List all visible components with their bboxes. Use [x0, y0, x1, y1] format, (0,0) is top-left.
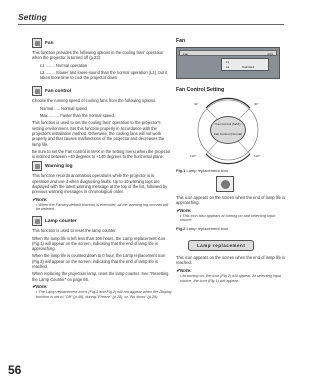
fan-control-option-max: Max ......... Faster than the normal speed. — [40, 113, 115, 119]
angle-label-top-left: 40° — [194, 102, 199, 106]
fig1-caption-text: Lamp replacement icon — [186, 168, 229, 173]
fig2-description: This icon appears on the screen when the end of lamp life is reached. — [176, 255, 286, 266]
section-fan-heading — [32, 38, 172, 48]
angle-label-bottom-left: 140° — [190, 154, 197, 158]
fan-menu-option-l1: L1 — [226, 60, 230, 64]
fig1-description: This icon appears on the screen when the end of lamp life is approaching. — [176, 195, 286, 206]
fan-menu-bar-right-label: 4/16 — [267, 52, 273, 56]
section-lamp-counter-heading — [32, 216, 172, 226]
fan-menu-heading: Fan — [176, 38, 186, 44]
fan-control-setting-heading: Fan Control Setting — [176, 87, 225, 93]
lamp-replacement-pill: Lamp replacement — [188, 240, 254, 251]
fan-control-p2: This function is used to set the cooling fans' operation to the projector's setting environment. Set this function properly in accordance with the projector's installation method. Otherwise, the cooling fans will not work properly and that causes malfunctions of the projector and decreases the lamp life. — [32, 120, 165, 147]
fan-option-l2: L2 ........ Slower and lower-sound than the normal operation (L1), but it takes more time to cool the projector down. — [40, 69, 168, 81]
fan-icon — [32, 38, 42, 48]
warning-log-note-head: ✔Note: — [32, 196, 48, 202]
lamp-counter-p2: When the lamp life is left less than 100 hours, the Lamp replacement icon (Fig.1) will appear on the screen, indicating that the end of lamp life is approaching. — [32, 235, 166, 252]
lamp-replacement-icon — [216, 176, 234, 192]
fan-menu-options-box — [221, 58, 269, 71]
fig2-caption-text: Lamp replacement icon — [186, 226, 229, 232]
fig1-note: • This icon also appears at turning on and selecting input source. — [180, 213, 276, 223]
angle-label-top-right: 40° — [254, 102, 259, 106]
fig2-note: • At turning on, the icon (Fig.2) will appear. At selecting input source, the icon (Fig.1) will appear. — [180, 273, 282, 283]
fig2-caption — [176, 226, 286, 231]
label-fan-control-normal: Fan Control (Normal) — [213, 132, 243, 136]
warning-log-p1: This function records anomalous operations while the projector is in operation and use it when diagnosing faults. Up to 10 warning logs are displayed with the latest warning message at the top of the list, followed by previous warning messages in chronological order. — [32, 173, 168, 195]
section-warning-log-title: Warning log — [45, 163, 73, 169]
fig1-caption — [176, 168, 286, 173]
header-rule — [18, 24, 284, 25]
angle-label-bottom-right: 140° — [254, 154, 261, 158]
label-fan-control-max: Fan Control (MAX) — [215, 122, 241, 126]
lamp-counter-p3: When the lamp life is counted down to 0 hour, the Lamp replacement icon (Fig.2) will appear on the screen, indicating that the end of lamp life is reached. — [32, 253, 166, 270]
fig1-note-head: ✔Note: — [176, 207, 192, 213]
fan-control-p1: Choose the running speed of cooling fans from the following options. — [32, 98, 157, 104]
fan-control-p3: Be sure to set the Fan control in MAX in the setting menu when the projector is inclined between +40 degrees to +140 degrees to the horizontal plane. — [32, 148, 171, 160]
fig2-caption-label: Fig.2 — [176, 226, 186, 232]
section-fan-control-title: Fan control — [45, 88, 72, 94]
fan-intro: This function provides the following options in the cooling fans' operation when the projector is turned off (p.23): — [32, 50, 164, 61]
left-column — [32, 38, 172, 300]
lamp-counter-p1: This function is used to reset the lamp counter. — [32, 228, 117, 234]
fan-menu-bar — [179, 50, 277, 56]
fan-control-icon — [32, 86, 42, 96]
lamp-counter-icon — [32, 216, 42, 226]
lamp-replacement-pill-wrap — [188, 234, 286, 252]
warning-log-note: • When the Factory default function is executed, all the warning log records will be deleted. — [36, 202, 169, 212]
fan-menu-screenshot — [176, 47, 280, 79]
warning-log-icon — [32, 161, 42, 171]
lamp-counter-note-head: ✔Note: — [32, 283, 48, 289]
right-column — [176, 38, 286, 283]
section-fan-control-heading — [32, 86, 172, 96]
lamp-counter-note: • The Lamp replacement icons (Fig.1 and Fig.2) will not appear when the Display function is set to "Off" (p.49), during "Freeze" (p.28), or "No show" (p.29). — [36, 289, 172, 299]
fan-menu-bar-left-label: Fan — [183, 52, 189, 56]
fan-control-angle-diagram — [176, 96, 280, 166]
projector-illustration — [210, 116, 246, 144]
fan-control-option-normal: Normal ..... Normal speed — [40, 105, 87, 111]
section-warning-log-heading — [32, 161, 172, 171]
fig1-caption-label: Fig.1 — [176, 168, 186, 173]
section-lamp-counter-title: Lamp counter — [45, 218, 77, 224]
fan-menu-option-standard: Standard — [242, 65, 255, 69]
lamp-counter-p4: When replacing the projection lamp, reset the lamp counter. See "Resetting the Lamp Counter" on page 66. — [32, 271, 169, 282]
fan-menu-option-l2: L2 — [226, 65, 230, 69]
section-fan-title: Fan — [45, 40, 54, 46]
fig2-note-head: ✔Note: — [176, 267, 192, 273]
page-number: 56 — [8, 363, 22, 377]
page-header-title: Setting — [18, 12, 47, 22]
fan-option-l1: L1 ........ Normal operation — [40, 62, 88, 68]
